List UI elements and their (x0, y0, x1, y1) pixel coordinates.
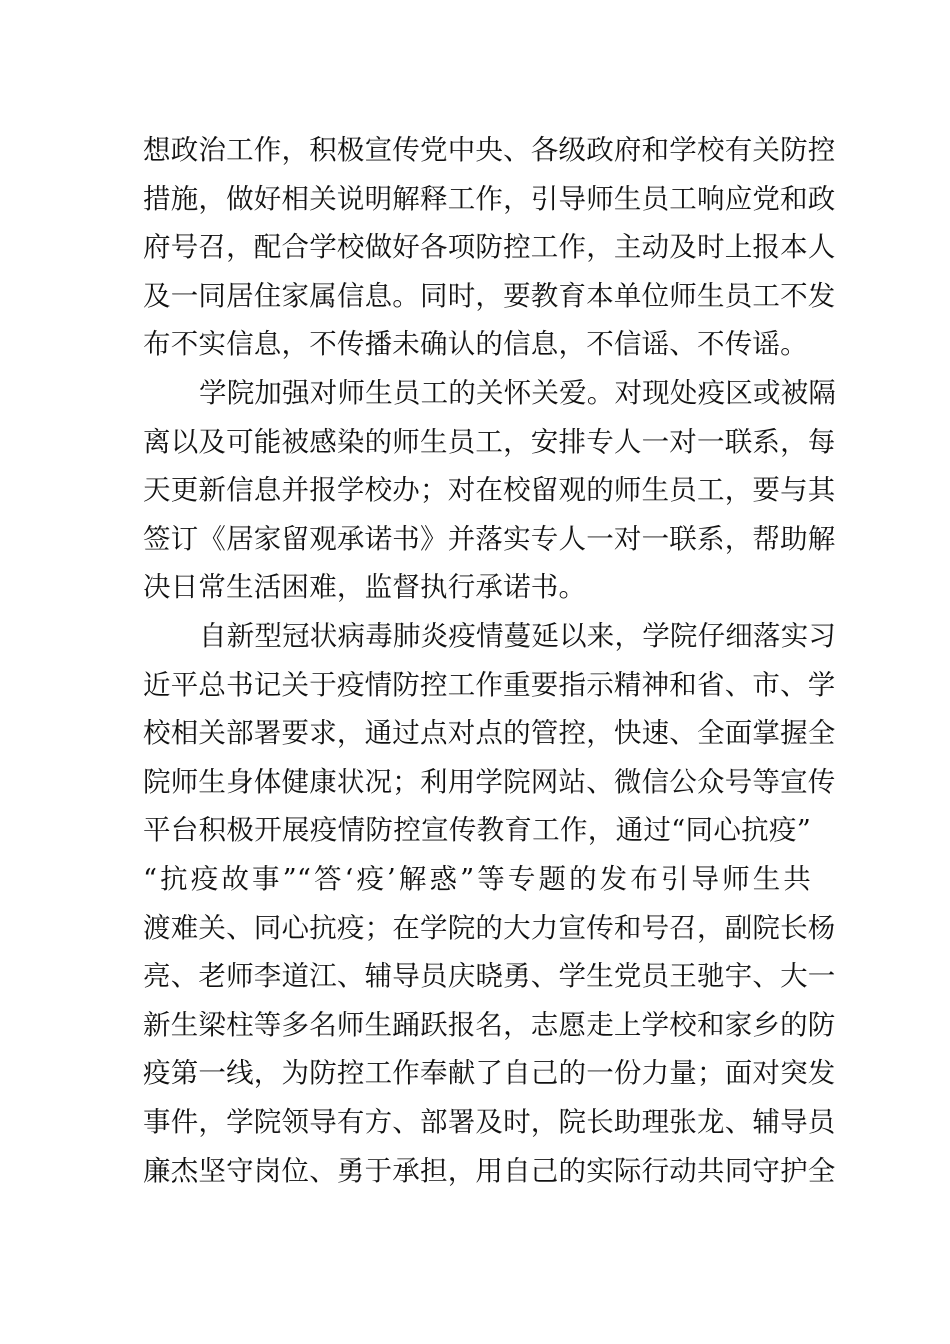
text-line: 离以及可能被感染的师生员工，安排专人一对一联系，每 (143, 425, 836, 458)
text-line: 及一同居住家属信息。同时，要教育本单位师生员工不发 (143, 279, 836, 312)
text-line: 近平总书记关于疫情防控工作重要指示精神和省、市、学 (143, 668, 836, 701)
text-line: 想政治工作，积极宣传党中央、各级政府和学校有关防控 (143, 134, 836, 166)
text-line: “抗疫故事”“答‘疫’解惑”等专题的发布引导师生共 (143, 863, 811, 895)
text-line: 院师生身体健康状况；利用学院网站、微信公众号等宣传 (143, 765, 836, 798)
text-line: 亮、老师李道江、辅导员庆晓勇、学生党员王驰宇、大一 (143, 960, 836, 993)
text-line: 天更新信息并报学校办；对在校留观的师生员工，要与其 (143, 474, 836, 507)
text-line: 疫第一线，为防控工作奉献了自己的一份力量；面对突发 (143, 1057, 836, 1090)
text-line: 布不实信息，不传播未确认的信息，不信谣、不传谣。 (143, 328, 808, 361)
text-line: 校相关部署要求，通过点对点的管控，快速、全面掌握全 (143, 717, 836, 750)
paragraph-first-line: 自新型冠状病毒肺炎疫情蔓延以来，学院仔细落实习 (199, 620, 837, 652)
text-line: 新生梁柱等多名师生踊跃报名，志愿走上学校和家乡的防 (143, 1008, 836, 1041)
text-line: 平台积极开展疫情防控宣传教育工作，通过“同心抗疫” (143, 814, 811, 847)
text-line: 事件，学院领导有方、部署及时，院长助理张龙、辅导员 (143, 1106, 836, 1138)
text-line: 措施，做好相关说明解释工作，引导师生员工响应党和政 (143, 182, 836, 215)
text-line: 渡难关、同心抗疫；在学院的大力宣传和号召，副院长杨 (143, 911, 836, 944)
text-line: 府号召，配合学校做好各项防控工作，主动及时上报本人 (143, 231, 836, 264)
text-line: 决日常生活困难，监督执行承诺书。 (143, 571, 587, 604)
paragraph-first-line: 学院加强对师生员工的关怀关爱。对现处疫区或被隔 (199, 377, 837, 409)
text-line: 签订《居家留观承诺书》并落实专人一对一联系，帮助解 (143, 522, 836, 555)
text-line: 廉杰坚守岗位、勇于承担，用自己的实际行动共同守护全 (143, 1154, 836, 1187)
